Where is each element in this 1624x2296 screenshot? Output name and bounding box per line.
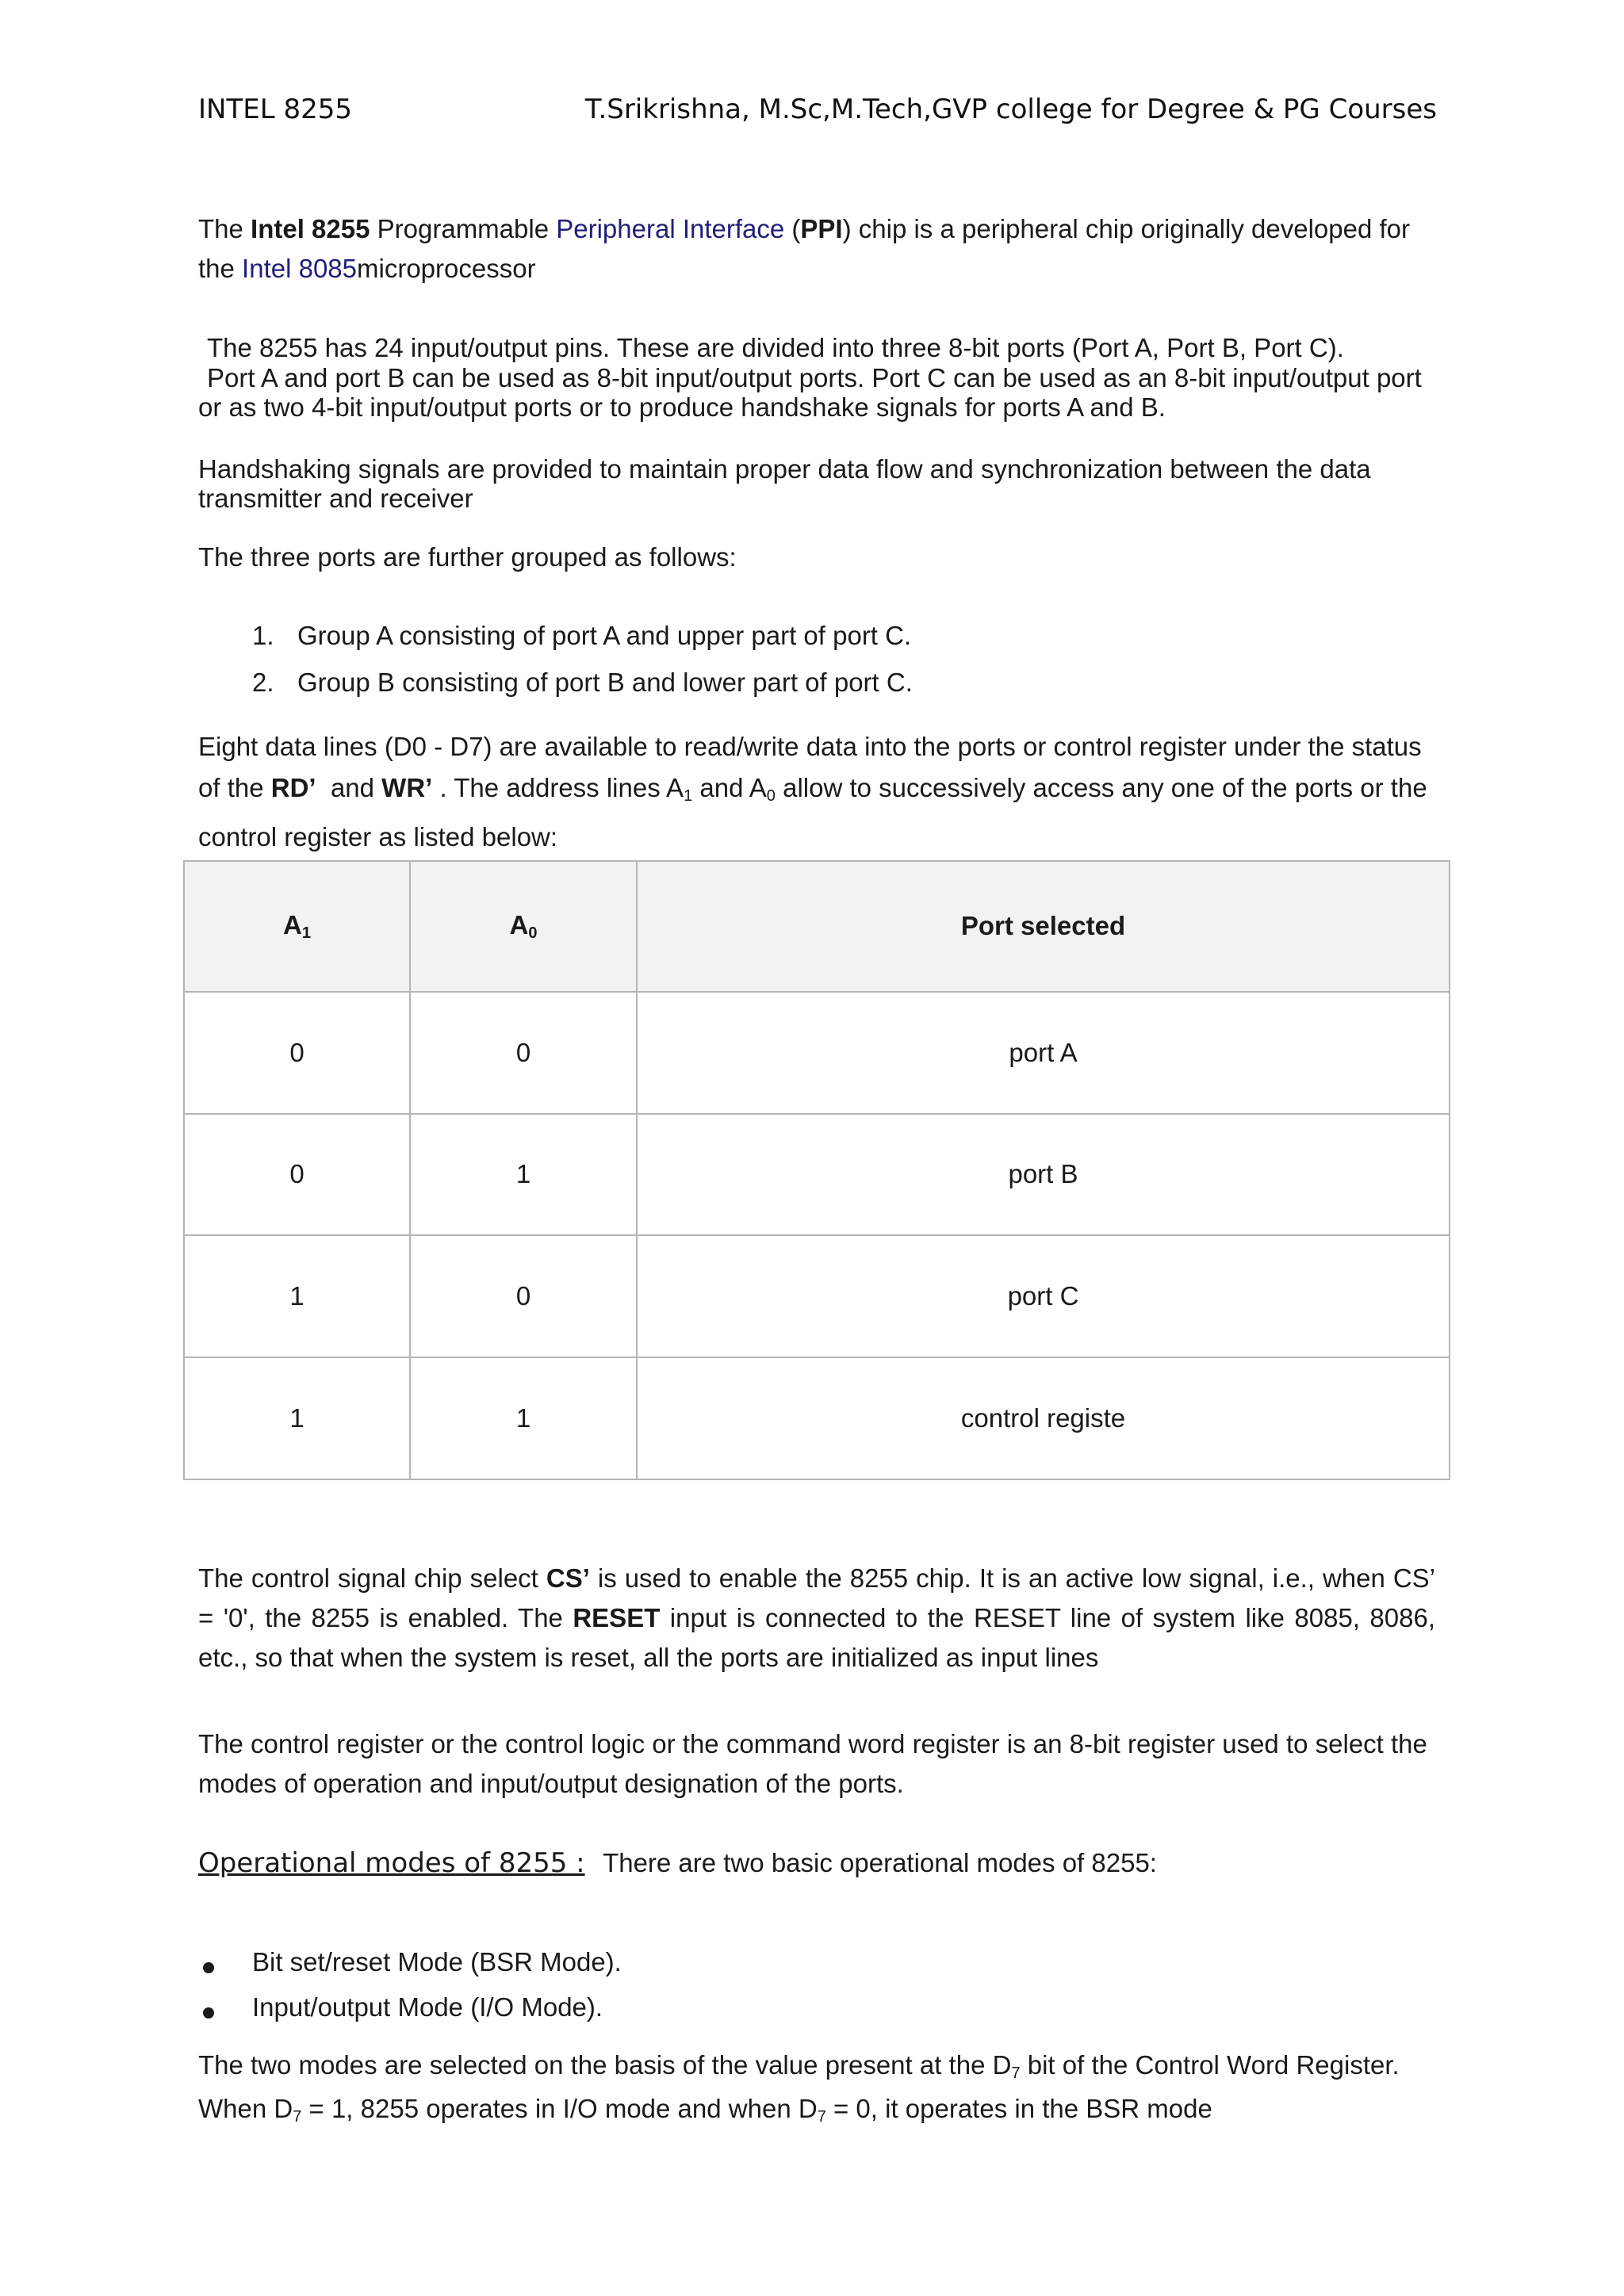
d7-part1: The two modes are selected on the basis of the value present at the D xyxy=(198,2050,1012,2080)
d7-line1 xyxy=(198,2050,1400,2083)
intro-the: The xyxy=(198,214,243,243)
table-row xyxy=(184,1114,1450,1236)
cell-a1: 0 xyxy=(184,992,410,1114)
cs-part1: The control signal chip select xyxy=(198,1563,538,1593)
modes-text: There are two basic operational modes of 8255: xyxy=(603,1848,1157,1877)
data-part2: . The address lines A xyxy=(439,773,684,802)
d7-sub-c: 7 xyxy=(817,2108,826,2126)
cs-reset: RESET xyxy=(573,1603,661,1632)
cell-a0: 1 xyxy=(410,1357,637,1479)
intro-paragraph xyxy=(198,209,1435,289)
cell-a0: 0 xyxy=(410,992,637,1114)
header-a0: $A_0$ xyxy=(410,861,637,992)
cell-port: port A xyxy=(637,992,1450,1114)
d7-sub-b: 7 xyxy=(293,2108,302,2126)
data-lines-paragraph xyxy=(198,726,1435,858)
cs-part2: is used to enable the 8255 chip. It is an active low signal, i.e., when CS’ = '0', the 8255 is enabled. The xyxy=(198,1563,1435,1632)
data-sub0: 0 xyxy=(766,787,776,805)
data-and: and xyxy=(330,773,374,802)
handshake-line2: transmitter and receiver xyxy=(198,484,473,513)
pins-line1: The 8255 has 24 input/output pins. These are divided into three 8-bit ports (Port A, Port B, Port C). xyxy=(207,333,1344,362)
table-row xyxy=(184,1357,1450,1479)
d7-part4: = 1, 8255 operates in I/O mode and when D xyxy=(308,2094,818,2123)
header-right: T.Srikrishna, M.Sc,M.Tech,GVP college for Degree & PG Courses xyxy=(584,94,1437,125)
data-part1: Eight data lines (D0 - D7) are available to read/write data into the ports or control register under the status of the xyxy=(198,732,1422,802)
modes-line xyxy=(198,1847,1157,1879)
data-rd: RD’ xyxy=(270,773,316,802)
d7-part2: bit of the Control Word Register. xyxy=(1027,2050,1400,2080)
table-row xyxy=(184,992,1450,1114)
intro-rest: ) chip is a peripheral chip originally developed for the xyxy=(198,214,1411,283)
modes-heading: Operational modes of 8255 : xyxy=(198,1847,585,1879)
mode-item-io: Input/output Mode (I/O Mode). xyxy=(252,1992,603,2022)
data-sub1: 1 xyxy=(684,787,693,805)
intro-programmable: Programmable xyxy=(377,214,550,243)
header-port-selected: Port selected xyxy=(637,861,1450,992)
chip-select-paragraph xyxy=(198,1559,1435,1678)
pins-line2: Port A and port B can be used as 8-bit input/output ports. Port C can be used as an 8-bit input/output port xyxy=(207,363,1422,392)
peripheral-interface-link[interactable]: Peripheral Interface xyxy=(556,214,785,243)
cell-port: control registe xyxy=(637,1357,1450,1479)
intel-8085-link[interactable]: Intel 8085 xyxy=(242,254,358,283)
intro-ppi: PPI xyxy=(800,214,843,243)
port-selection-table xyxy=(183,860,1450,1480)
cell-a1: 1 xyxy=(184,1235,410,1357)
group-a-text: Group A consisting of port A and upper part of port C. xyxy=(297,621,912,650)
d7-part3: When D xyxy=(198,2094,293,2123)
bullet-icon xyxy=(203,1962,214,1973)
group-b-number: 2. xyxy=(252,668,274,697)
group-a-number: 1. xyxy=(252,621,274,650)
intro-open-paren: ( xyxy=(791,214,801,243)
cell-port: port B xyxy=(637,1114,1450,1236)
cs-term: CS’ xyxy=(546,1563,590,1593)
cell-a1: 0 xyxy=(184,1114,410,1236)
d7-line2 xyxy=(198,2094,1212,2126)
mode-item-bsr: Bit set/reset Mode (BSR Mode). xyxy=(252,1947,622,1976)
cell-port: port C xyxy=(637,1235,1450,1357)
handshake-line1: Handshaking signals are provided to maintain proper data flow and synchronization between the data xyxy=(198,454,1371,484)
d7-sub-a: 7 xyxy=(1011,2064,1021,2082)
control-register-paragraph: The control register or the control logic or the command word register is an 8-bit register used to select the modes of operation and input/output designation of the ports. xyxy=(198,1729,1427,1798)
pins-line3: or as two 4-bit input/output ports or to produce handshake signals for ports A and B. xyxy=(198,392,1166,422)
intro-intel8255: Intel 8255 xyxy=(251,214,370,243)
data-wr: WR’ xyxy=(381,773,433,802)
table-row xyxy=(184,1235,1450,1357)
bullet-icon xyxy=(203,2007,214,2019)
cell-a0: 0 xyxy=(410,1235,637,1357)
cs-part3: input is connected to the RESET line of system like 8085, 8086, etc., so that when the system is reset, all the ports are initialized as input lines xyxy=(198,1603,1435,1672)
groups-intro: The three ports are further grouped as follows: xyxy=(198,542,737,572)
table-header-row xyxy=(184,861,1450,992)
intro-micro: microprocessor xyxy=(357,254,536,283)
header-a1: $A_1$ xyxy=(184,861,410,992)
header-left: INTEL 8255 xyxy=(198,94,352,125)
data-part3: and A xyxy=(699,773,767,802)
data-part4: allow to successively access any one of the ports or the control register as listed below: xyxy=(198,773,1427,851)
cell-a0: 1 xyxy=(410,1114,637,1236)
d7-part5: = 0, it operates in the BSR mode xyxy=(833,2094,1212,2123)
cell-a1: 1 xyxy=(184,1357,410,1479)
group-b-text: Group B consisting of port B and lower part of port C. xyxy=(297,668,913,697)
